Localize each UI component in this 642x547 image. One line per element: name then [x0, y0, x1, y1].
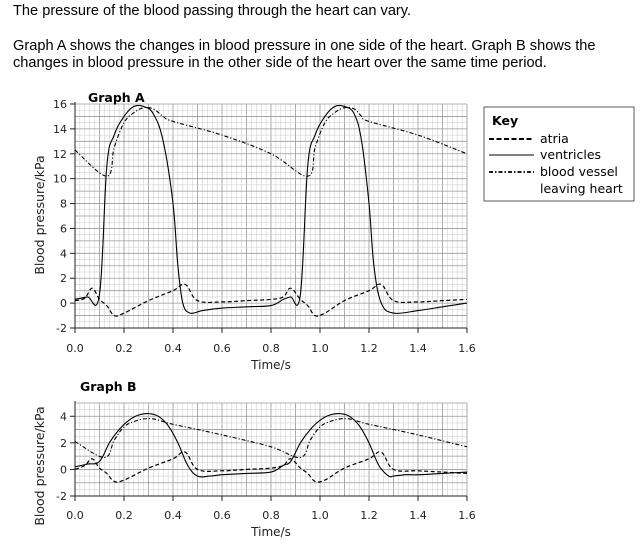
x-tick-label: 0.6	[213, 342, 231, 355]
y-tick-label: -2	[56, 322, 67, 335]
key-vessel-label-line1: blood vessel	[540, 164, 618, 179]
graph-b-title: Graph B	[80, 379, 137, 394]
y-tick-label: 12	[53, 147, 67, 161]
y-tick-label: 8	[60, 197, 67, 211]
y-tick-label: 4	[60, 247, 67, 261]
x-tick-label: 1.2	[360, 509, 378, 522]
x-tick-label: 0.0	[66, 509, 84, 522]
y-tick-label: 10	[53, 172, 67, 186]
y-tick-label: 16	[53, 98, 67, 111]
y-tick-label: 2	[60, 272, 67, 286]
x-tick-label: 1.0	[311, 509, 329, 522]
x-tick-label: 1.6	[458, 342, 476, 355]
x-tick-label: 1.0	[311, 342, 329, 355]
x-tick-label: 1.6	[458, 509, 476, 522]
key-title: Key	[492, 113, 519, 128]
x-tick-label: 0.0	[66, 342, 84, 355]
x-tick-label: 0.6	[213, 509, 231, 522]
x-tick-label: 0.2	[115, 509, 133, 522]
graph-a-x-label: Time/s	[251, 358, 291, 372]
y-tick-label: 4	[60, 410, 67, 424]
key-ventricles-label: ventricles	[540, 147, 602, 162]
x-tick-label: 1.4	[409, 342, 427, 355]
x-tick-label: 1.2	[360, 342, 378, 355]
graph-b-y-label: Blood pressure/kPa	[32, 406, 47, 526]
intro-text: The pressure of the blood passing through the heart can vary.	[13, 3, 412, 19]
graph-a-title: Graph A	[88, 90, 145, 105]
question-text: Graph A shows the changes in blood pressure in one side of the heart. Graph B shows the changes in blood pressure in the other side of the heart over the same time period.	[13, 38, 596, 71]
y-tick-label: 2	[60, 436, 67, 450]
graph-b	[32, 379, 476, 539]
key-box	[484, 107, 634, 201]
y-tick-label: -2	[56, 490, 67, 503]
x-tick-label: 0.8	[262, 342, 280, 355]
x-tick-label: 0.8	[262, 509, 280, 522]
x-tick-label: 0.4	[164, 509, 182, 522]
graph-a	[32, 90, 476, 372]
graph-a-grid	[75, 104, 467, 328]
x-tick-label: 1.4	[409, 509, 427, 522]
graph-b-x-label: Time/s	[251, 525, 291, 539]
y-tick-label: 14	[53, 122, 67, 136]
x-tick-label: 0.4	[164, 342, 182, 355]
key-atria-label: atria	[540, 131, 569, 146]
x-tick-label: 0.2	[115, 342, 133, 355]
key-vessel-label-line2: leaving heart	[540, 181, 623, 196]
graph-a-y-label: Blood pressure/kPa	[32, 155, 47, 275]
y-tick-label: 6	[60, 222, 67, 236]
y-tick-label: 0	[60, 297, 67, 311]
y-tick-label: 0	[60, 463, 67, 477]
